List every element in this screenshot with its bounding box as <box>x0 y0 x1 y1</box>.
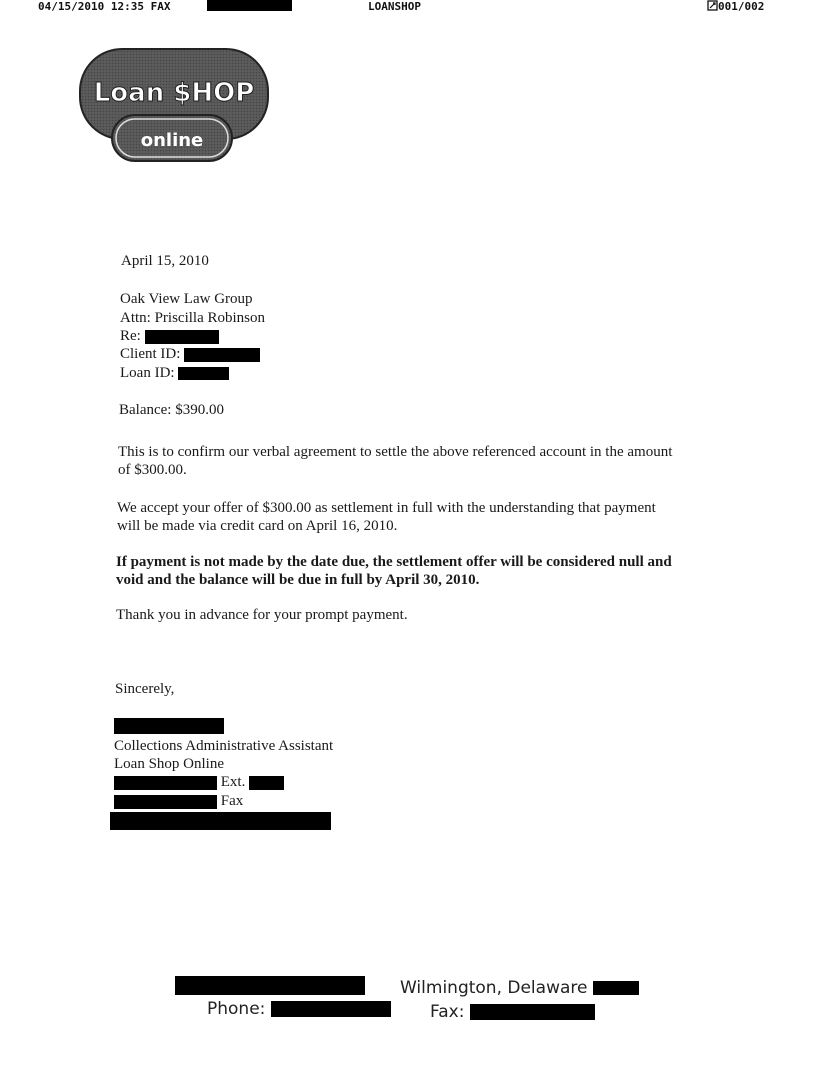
loanshop-logo <box>78 47 272 165</box>
paragraph-thanks: Thank you in advance for your prompt payment. <box>116 607 408 623</box>
redacted-phone <box>114 776 217 790</box>
letter-date: April 15, 2010 <box>121 253 209 269</box>
fax-page-number: 001/002 <box>718 0 765 13</box>
paragraph-confirm: This is to confirm our verbal agreement to settle the above referenced account in the amount of $300.00. <box>118 444 673 478</box>
recipient-org: Oak View Law Group <box>120 291 253 307</box>
redacted-footer-fax <box>470 1004 595 1020</box>
footer-city <box>400 978 639 998</box>
redacted-fax <box>114 795 217 809</box>
signer-title: Collections Administrative Assistant <box>114 738 334 754</box>
logo-text-main: Loan $HOP <box>93 78 255 108</box>
redacted-signer-name <box>114 718 224 734</box>
ext-label: Ext. <box>220 774 246 790</box>
fax-header <box>0 0 827 16</box>
redacted-zip <box>593 981 639 995</box>
signer-phone-line <box>114 774 284 791</box>
fax-sender: LOANSHOP <box>368 0 421 13</box>
footer-phone-label: Phone: <box>207 999 266 1019</box>
redacted-client-id <box>184 348 260 362</box>
redacted-footer-phone <box>271 1001 391 1017</box>
redacted-re <box>145 330 219 344</box>
balance-line: Balance: $390.00 <box>119 402 224 418</box>
paragraph-accept: We accept your offer of $300.00 as settlement in full with the understanding that payment will be made via credit card on April 16, 2010. <box>117 500 656 534</box>
fax-timestamp: 04/15/2010 12:35 FAX <box>38 0 171 13</box>
signer-company: Loan Shop Online <box>114 756 224 772</box>
redacted-email <box>110 812 331 830</box>
redacted-ext <box>249 776 284 790</box>
fax-label: Fax <box>220 793 244 809</box>
footer-phone <box>207 999 391 1019</box>
logo-text-sub: online <box>140 130 204 151</box>
signer-fax-line <box>114 793 243 810</box>
fax-page-indicator <box>707 0 764 13</box>
footer-fax-label: Fax: <box>430 1002 465 1022</box>
fax-page-icon <box>707 0 718 11</box>
loan-id-label: Loan ID: <box>120 365 175 381</box>
re-label: Re: <box>120 328 141 344</box>
redacted-street-address <box>175 976 365 995</box>
client-id-line <box>120 346 260 363</box>
redacted-fax-number <box>207 0 292 11</box>
client-id-label: Client ID: <box>120 346 181 362</box>
redacted-loan-id <box>178 367 229 380</box>
closing: Sincerely, <box>115 681 175 697</box>
paragraph-warning: If payment is not made by the date due, the settlement offer will be considered null and void and the balance will be due in full by April 30, 2010. <box>116 554 672 588</box>
re-line <box>120 328 219 345</box>
loan-id-line <box>120 365 229 382</box>
footer-fax <box>430 1002 595 1022</box>
footer-city-text: Wilmington, Delaware <box>400 978 588 998</box>
recipient-attn: Attn: Priscilla Robinson <box>120 310 266 326</box>
